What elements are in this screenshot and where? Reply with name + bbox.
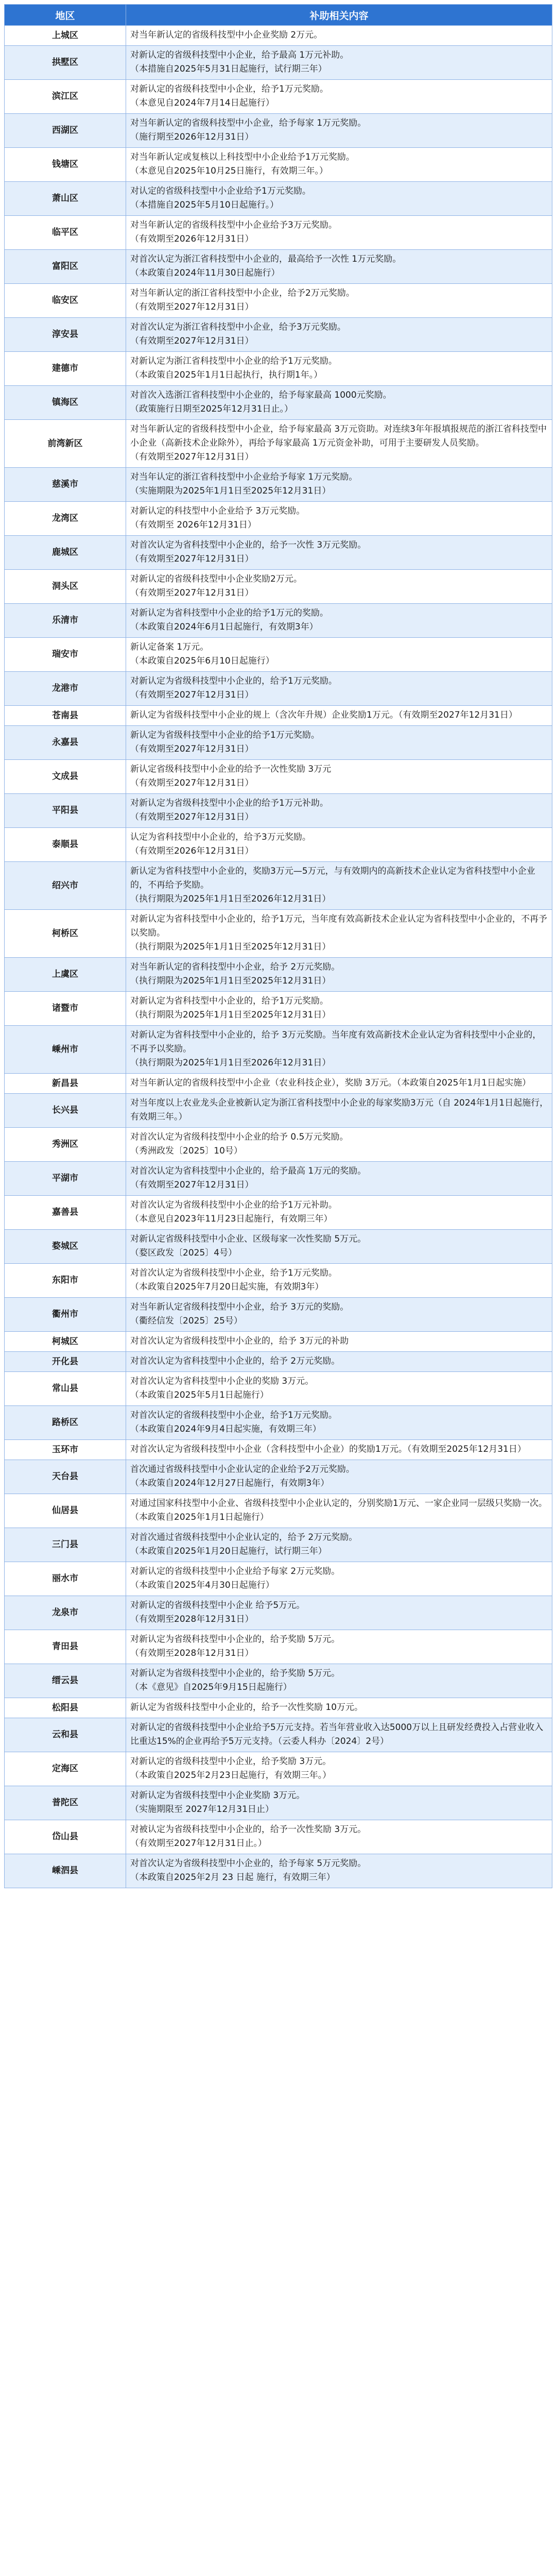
content-line: 对当年新认定的省级科技型中小企业，给予每家最高 3万元资助。对连续3年年报填报规范的浙江省科技型中小企业（高新技术企业除外），再给予每家最高 1万元资金补助，可用于主要研发人员奖励。 (130, 424, 547, 448)
table-row (5, 1596, 552, 1630)
content-line: （有效期至2026年12月31日） (130, 234, 254, 244)
table-row (5, 1230, 552, 1264)
content-cell (126, 1718, 552, 1752)
table-row (5, 1196, 552, 1230)
region-cell: 东阳市 (5, 1264, 126, 1298)
content-cell (126, 794, 552, 828)
content-line: （执行期限为2025年1月1日至2026年12月31日） (130, 1058, 331, 1068)
table-row (5, 46, 552, 80)
content-line: 对当年认定的浙江省科技型中小企业给予每家 1万元奖励。 (130, 472, 358, 482)
content-cell (126, 1820, 552, 1854)
table-row (5, 1698, 552, 1718)
region-cell: 丽水市 (5, 1562, 126, 1596)
region-cell: 富阳区 (5, 250, 126, 284)
table-row (5, 284, 552, 318)
content-cell (126, 638, 552, 672)
region-cell: 定海区 (5, 1752, 126, 1786)
region-cell: 普陀区 (5, 1786, 126, 1820)
content-line: 对当年新认定的省级科技型中小企业（农业科技企业），奖励 3万元。（本政策自2025年1月1日起实施） (130, 1078, 531, 1088)
content-line: 对新认定的省级科技型中小企业，给予最高 1万元补助。 (130, 50, 349, 60)
content-line: 对新认定的省级科技型中小企业给予5万元支持。若当年营业收入达5000万以上且研发经费投入占营业收入比重达15%的企业再给予5万元支持。（云委人科办〔2024〕2号） (130, 1722, 544, 1747)
region-cell: 云和县 (5, 1718, 126, 1752)
table-row (5, 1562, 552, 1596)
content-cell (126, 1332, 552, 1352)
content-line: （有效期至2028年12月31日） (130, 1648, 254, 1658)
table-row (5, 148, 552, 182)
content-cell (126, 1298, 552, 1332)
content-line: （本政策自2024年6月1日起施行，有效期3年） (130, 622, 318, 632)
content-line: 新认定省级科技型中小企业的给予一次性奖励 3万元 (130, 764, 332, 774)
content-line: （本《意见》自2025年9月15日起施行） (130, 1682, 292, 1692)
content-line: （本政策自2024年9月4日起实施，有效期三年） (130, 1424, 321, 1434)
content-cell (126, 1230, 552, 1264)
content-line: （婺区政发〔2025〕4号） (130, 1248, 237, 1258)
region-cell: 新昌县 (5, 1074, 126, 1094)
content-line: 对新认定为省科技型中小企业的给予1万元的奖励。 (130, 608, 328, 618)
content-cell (126, 216, 552, 250)
content-line: （本政策自2025年6月10日起施行） (130, 656, 274, 666)
content-cell (126, 1664, 552, 1698)
table-row (5, 1460, 552, 1494)
content-line: 对通过国家科技型中小企业、省级科技型中小企业认定的，分别奖励1万元、一家企业同一层级只奖励一次。 (130, 1498, 547, 1509)
content-line: 对新认定的省级科技型中小企业奖励2万元。 (130, 574, 302, 584)
table-row (5, 1718, 552, 1752)
content-cell (126, 1854, 552, 1888)
table-row (5, 1264, 552, 1298)
content-line: （有效期至2027年12月31日） (130, 554, 254, 564)
table-row (5, 794, 552, 828)
table-row (5, 386, 552, 420)
content-cell (126, 1264, 552, 1298)
content-line: 首次通过省级科技型中小企业认定的企业给予2万元奖励。 (130, 1464, 355, 1475)
content-line: （本政策自2024年12月27日起施行，有效期3年） (130, 1478, 329, 1488)
table-row (5, 1752, 552, 1786)
region-cell: 前湾新区 (5, 420, 126, 468)
content-line: 对首次认定为省级科技型中小企业，给予1万元奖励。 (130, 1268, 337, 1278)
content-line: 对当年新认定的省级科技型中小企业奖励 2万元。 (130, 30, 323, 40)
content-cell (126, 1786, 552, 1820)
table-row (5, 862, 552, 910)
table-row (5, 318, 552, 352)
region-cell: 永嘉县 (5, 726, 126, 760)
content-cell (126, 148, 552, 182)
region-cell: 滨江区 (5, 80, 126, 114)
content-line: 对首次认定为省级科技型中小企业的给予 0.5万元奖励。 (130, 1132, 349, 1142)
content-line: 对新认定为省科技型中小企业的，给予 3万元奖励。当年度有效高新技术企业认定为省科技型中小企业的，不再予以奖励。 (130, 1030, 542, 1054)
content-line: 对新认定为省级科技型中小企业的，给予奖励 5万元。 (130, 1668, 340, 1679)
content-line: 对新认定为省级科技型中小企业的，给予奖励 5万元。 (130, 1634, 340, 1645)
content-line: 对新认定为省级科技型中小企业奖励 3万元。 (130, 1790, 305, 1801)
content-cell (126, 958, 552, 992)
content-line: 新认定为省级科技型中小企业的给予1万元奖励。 (130, 730, 320, 740)
table-row (5, 1352, 552, 1372)
content-line: （有效期至2027年12月31日） (130, 588, 254, 598)
content-line: （有效期至2026年12月31日） (130, 846, 254, 856)
content-line: 对首次认定为省级科技型中小企业的，给予 3万元的补助 (130, 1336, 349, 1346)
table-body (5, 26, 552, 1888)
table-row (5, 352, 552, 386)
region-cell: 嵊州市 (5, 1026, 126, 1074)
content-line: （有效期至2027年12月31日） (130, 336, 254, 346)
content-line: （本措施自2025年5月31日起施行，试行期三年） (130, 64, 327, 74)
region-cell: 西湖区 (5, 114, 126, 148)
content-line: （有效期至2027年12月31日止。） (130, 1838, 267, 1849)
table-row (5, 760, 552, 794)
region-cell: 鹿城区 (5, 536, 126, 570)
region-cell: 玉环市 (5, 1440, 126, 1460)
table-row (5, 1026, 552, 1074)
region-cell: 青田县 (5, 1630, 126, 1664)
table-row (5, 1820, 552, 1854)
content-line: 对首次认定为浙江省科技型中小企业的，最高给予一次性 1万元奖励。 (130, 254, 402, 264)
region-cell: 松阳县 (5, 1698, 126, 1718)
table-header-row (5, 5, 552, 26)
region-cell: 建德市 (5, 352, 126, 386)
table-row (5, 216, 552, 250)
region-cell: 常山县 (5, 1372, 126, 1406)
content-line: （本政策自2025年4月30日起施行） (130, 1580, 274, 1590)
content-line: （本政策自2024年11月30日起施行） (130, 268, 280, 278)
content-line: 对首次认定的省级科技型中小企业，给予1万元奖励。 (130, 1410, 337, 1420)
table-row (5, 604, 552, 638)
content-cell (126, 284, 552, 318)
table-row (5, 1494, 552, 1528)
content-line: （本政策自2025年7月20日起实施，有效期3年） (130, 1282, 324, 1292)
table-row (5, 502, 552, 536)
content-cell (126, 1562, 552, 1596)
table-row (5, 250, 552, 284)
content-line: 对首次认定为省级科技型中小企业的给予1万元补助。 (130, 1200, 337, 1210)
table-row (5, 638, 552, 672)
region-cell: 拱墅区 (5, 46, 126, 80)
content-line: （政策施行日期至2025年12月31日止。） (130, 404, 293, 414)
content-line: （实施期限为2025年1月1日至2025年12月31日） (130, 486, 331, 496)
table-row (5, 1162, 552, 1196)
content-line: 对首次认定为省科技型中小企业的，给予一次性 3万元奖励。 (130, 540, 367, 550)
content-cell (126, 992, 552, 1026)
content-line: 对当年新认定省级科技型中小企业，给予 3万元的奖励。 (130, 1302, 349, 1312)
content-line: 对新认定的省级科技型中小企业，给予奖励 3万元。 (130, 1756, 332, 1767)
region-cell: 嵊泗县 (5, 1854, 126, 1888)
content-line: （有效期至2027年12月31日） (130, 1180, 254, 1190)
region-cell: 绍兴市 (5, 862, 126, 910)
content-line: 对首次通过省级科技型中小企业认定的，给予 2万元奖励。 (130, 1532, 358, 1543)
table-row (5, 420, 552, 468)
content-line: 对新认定为省级科技型中小企业的给予1万元补助。 (130, 798, 328, 808)
content-line: （本政策自2025年1月1日起执行，执行期1年。） (130, 370, 323, 380)
content-line: 对首次认定为省级科技型中小企业（含科技型中小企业）的奖励1万元。（有效期至2025年12月31日） (130, 1444, 526, 1454)
content-line: （本政策自2025年2月 23 日起 施行，有效期三年） (130, 1872, 335, 1883)
region-cell: 长兴县 (5, 1094, 126, 1128)
content-cell (126, 862, 552, 910)
content-line: 对首次入选浙江省科技型中小企业的，给予每家最高 1000元奖励。 (130, 390, 392, 400)
table-row (5, 182, 552, 216)
region-cell: 瑞安市 (5, 638, 126, 672)
content-line: 对新认定的省级科技型中小企业 给予5万元。 (130, 1600, 305, 1611)
region-cell: 仙居县 (5, 1494, 126, 1528)
content-line: 对当年度以上农业龙头企业被新认定为浙江省科技型中小企业的每家奖励3万元（自 2024年1月1日起施行，有效期三年。） (130, 1098, 549, 1122)
content-line: （本政策自2025年1月1日起施行） (130, 1512, 269, 1522)
table-row (5, 992, 552, 1026)
region-cell: 上虞区 (5, 958, 126, 992)
region-cell: 路桥区 (5, 1406, 126, 1440)
table-row (5, 1298, 552, 1332)
content-cell (126, 1128, 552, 1162)
table-row (5, 1664, 552, 1698)
content-cell (126, 604, 552, 638)
table-row (5, 26, 552, 46)
content-cell (126, 46, 552, 80)
table-row (5, 1406, 552, 1440)
content-cell (126, 182, 552, 216)
content-cell (126, 80, 552, 114)
region-cell: 文成县 (5, 760, 126, 794)
content-line: （有效期至2027年12月31日） (130, 452, 254, 462)
content-line: 对新认定为浙江省科技型中小企业的给予1万元奖励。 (130, 356, 337, 366)
content-cell (126, 386, 552, 420)
content-line: （本政策自2025年2月23日起施行，有效期三年。） (130, 1770, 332, 1781)
region-cell: 洞头区 (5, 570, 126, 604)
content-line: 对新认定为省科技型中小企业的，给予1万元奖励。 (130, 996, 328, 1006)
content-line: （执行期限为2025年1月1日至2025年12月31日） (130, 942, 331, 952)
table-row (5, 1332, 552, 1352)
table-row (5, 114, 552, 148)
content-line: 对被认定为省级科技型中小企业的，给予一次性奖励 3万元。 (130, 1824, 367, 1835)
region-cell: 淳安县 (5, 318, 126, 352)
content-line: 对当年新认定的省级科技型中小企业给予3万元奖励。 (130, 220, 337, 230)
table-row (5, 1372, 552, 1406)
content-cell (126, 1698, 552, 1718)
content-line: （本意见自2023年11月23日起施行，有效期三年） (130, 1214, 333, 1224)
content-cell (126, 420, 552, 468)
content-cell (126, 1528, 552, 1562)
table-row (5, 1630, 552, 1664)
content-line: 对新认定为省科技型中小企业的，给予1万元，当年度有效高新技术企业认定为省科技型中小企业的，不再予以奖励。 (130, 914, 547, 938)
content-cell (126, 672, 552, 706)
content-cell (126, 1440, 552, 1460)
region-cell: 柯城区 (5, 1332, 126, 1352)
region-cell: 龙湾区 (5, 502, 126, 536)
content-line: 对首次认定为省科技型中小企业的，给予最高 1万元的奖励。 (130, 1166, 367, 1176)
content-cell (126, 1372, 552, 1406)
content-line: 对新认定的省级科技型中小企业，给予1万元奖励。 (130, 84, 328, 94)
content-cell (126, 570, 552, 604)
content-line: （施行期至2026年12月31日） (130, 132, 254, 142)
content-line: （执行期限为2025年1月1日至2025年12月31日） (130, 1010, 331, 1020)
content-line: 对当年新认定的省科技型中小企业，给予 2万元奖励。 (130, 962, 340, 972)
region-cell: 临平区 (5, 216, 126, 250)
content-cell (126, 1026, 552, 1074)
content-cell (126, 250, 552, 284)
content-line: 新认定为省科技型中小企业的，奖励3万元—5万元，与有效期内的高新技术企业认定为省科技型中小企业的，不再给予奖励。 (130, 866, 535, 890)
table-row (5, 726, 552, 760)
table-row (5, 1854, 552, 1888)
content-cell (126, 1406, 552, 1440)
content-line: （本政策自2025年1月20日起施行，试行期三年） (130, 1546, 327, 1556)
content-cell (126, 468, 552, 502)
content-cell (126, 706, 552, 726)
content-line: （衢经信发〔2025〕25号） (130, 1316, 242, 1326)
content-cell (126, 1494, 552, 1528)
table-row (5, 1528, 552, 1562)
region-cell: 泰顺县 (5, 828, 126, 862)
content-cell (126, 910, 552, 958)
region-cell: 慈溪市 (5, 468, 126, 502)
region-cell: 临安区 (5, 284, 126, 318)
content-cell (126, 1752, 552, 1786)
table-row (5, 468, 552, 502)
region-cell: 柯桥区 (5, 910, 126, 958)
content-line: （本措施自2025年5月10日起施行。） (130, 200, 279, 210)
table-row (5, 1128, 552, 1162)
table-row (5, 706, 552, 726)
header-content: 补助相关内容 (126, 5, 552, 26)
table-row (5, 1786, 552, 1820)
content-line: 新认定为省级科技型中小企业的，给予一次性奖励 10万元。 (130, 1702, 363, 1713)
content-line: （有效期至2027年12月31日） (130, 778, 254, 788)
content-cell (126, 760, 552, 794)
content-line: （秀洲政发〔2025〕10号） (130, 1146, 242, 1156)
content-cell (126, 1352, 552, 1372)
content-line: （有效期至2028年12月31日） (130, 1614, 254, 1624)
table-row (5, 1440, 552, 1460)
content-line: （本意见自2024年7月14日起施行） (130, 98, 274, 108)
content-line: 对当年新认定的浙江省科技型中小企业，给予2万元奖励。 (130, 288, 355, 298)
content-line: 对新认定的科技型中小企业给予 3万元奖励。 (130, 506, 305, 516)
content-cell (126, 1596, 552, 1630)
region-cell: 镇海区 (5, 386, 126, 420)
content-cell (126, 726, 552, 760)
region-cell: 钱塘区 (5, 148, 126, 182)
table-row (5, 672, 552, 706)
content-line: 对新认定为省级科技型中小企业的，给予1万元奖励。 (130, 676, 337, 686)
region-cell: 龙港市 (5, 672, 126, 706)
content-line: 新认定为省级科技型中小企业的规上（含次年升规）企业奖励1万元。（有效期至2027年12月31日） (130, 710, 517, 720)
content-cell (126, 1094, 552, 1128)
table-row (5, 570, 552, 604)
region-cell: 萧山区 (5, 182, 126, 216)
content-line: 对当年新认定的省级科技型中小企业，给予每家 1万元奖励。 (130, 118, 367, 128)
content-line: （本政策自2025年5月1日起施行） (130, 1390, 269, 1400)
content-line: （实施期限至 2027年12月31日止） (130, 1804, 274, 1815)
content-line: 对首次认定为省科技型中小企业的，给予 2万元奖励。 (130, 1356, 340, 1366)
content-cell (126, 1074, 552, 1094)
content-cell (126, 1162, 552, 1196)
region-cell: 开化县 (5, 1352, 126, 1372)
region-cell: 三门县 (5, 1528, 126, 1562)
region-cell: 天台县 (5, 1460, 126, 1494)
table-row (5, 1074, 552, 1094)
content-cell (126, 26, 552, 46)
content-line: 对认定的省级科技型中小企业给予1万元奖励。 (130, 186, 311, 196)
content-line: （有效期至2027年12月31日） (130, 690, 254, 700)
content-cell (126, 352, 552, 386)
region-cell: 缙云县 (5, 1664, 126, 1698)
region-cell: 龙泉市 (5, 1596, 126, 1630)
content-line: 对当年新认定或复核以上科技型中小企业给予1万元奖励。 (130, 152, 355, 162)
subsidy-table (4, 4, 552, 1888)
content-cell (126, 114, 552, 148)
region-cell: 苍南县 (5, 706, 126, 726)
content-line: 对首次认定为省级科技型中小企业的，给予每家 5万元奖励。 (130, 1858, 367, 1869)
table-row (5, 910, 552, 958)
table-row (5, 958, 552, 992)
content-line: 对新认定的省级科技型中小企业给予每家 2万元奖励。 (130, 1566, 340, 1577)
content-line: 对首次认定为省科技型中小企业的奖励 3万元。 (130, 1376, 314, 1386)
content-line: 新认定备案 1万元。 (130, 642, 209, 652)
content-line: （执行期限为2025年1月1日至2025年12月31日） (130, 976, 331, 986)
header-region: 地区 (5, 5, 126, 26)
region-cell: 平阳县 (5, 794, 126, 828)
content-line: 对新认定省级科技型中小企业、区级每家一次性奖励 5万元。 (130, 1234, 367, 1244)
content-cell (126, 318, 552, 352)
content-line: 认定为省科技型中小企业的，给予3万元奖励。 (130, 832, 311, 842)
content-line: （有效期至 2026年12月31日） (130, 520, 256, 530)
table-row (5, 536, 552, 570)
content-line: 对首次认定为浙江省科技型中小企业，给予3万元奖励。 (130, 322, 346, 332)
region-cell: 秀洲区 (5, 1128, 126, 1162)
content-line: （执行期限为2025年1月1日至2026年12月31日） (130, 894, 331, 904)
region-cell: 岱山县 (5, 1820, 126, 1854)
content-line: （有效期至2027年12月31日） (130, 812, 254, 822)
content-cell (126, 536, 552, 570)
region-cell: 婺城区 (5, 1230, 126, 1264)
content-cell (126, 1460, 552, 1494)
region-cell: 嘉善县 (5, 1196, 126, 1230)
content-cell (126, 1630, 552, 1664)
region-cell: 平湖市 (5, 1162, 126, 1196)
table-row (5, 80, 552, 114)
content-line: （有效期至2027年12月31日） (130, 302, 254, 312)
region-cell: 乐清市 (5, 604, 126, 638)
content-cell (126, 828, 552, 862)
content-line: （本意见自2025年10月25日施行，有效期三年。） (130, 166, 328, 176)
content-cell (126, 1196, 552, 1230)
content-line: （有效期至2027年12月31日） (130, 744, 254, 754)
table-row (5, 1094, 552, 1128)
subsidy-table-container (4, 4, 552, 1888)
region-cell: 衢州市 (5, 1298, 126, 1332)
region-cell: 诸暨市 (5, 992, 126, 1026)
table-row (5, 828, 552, 862)
content-cell (126, 502, 552, 536)
region-cell: 上城区 (5, 26, 126, 46)
